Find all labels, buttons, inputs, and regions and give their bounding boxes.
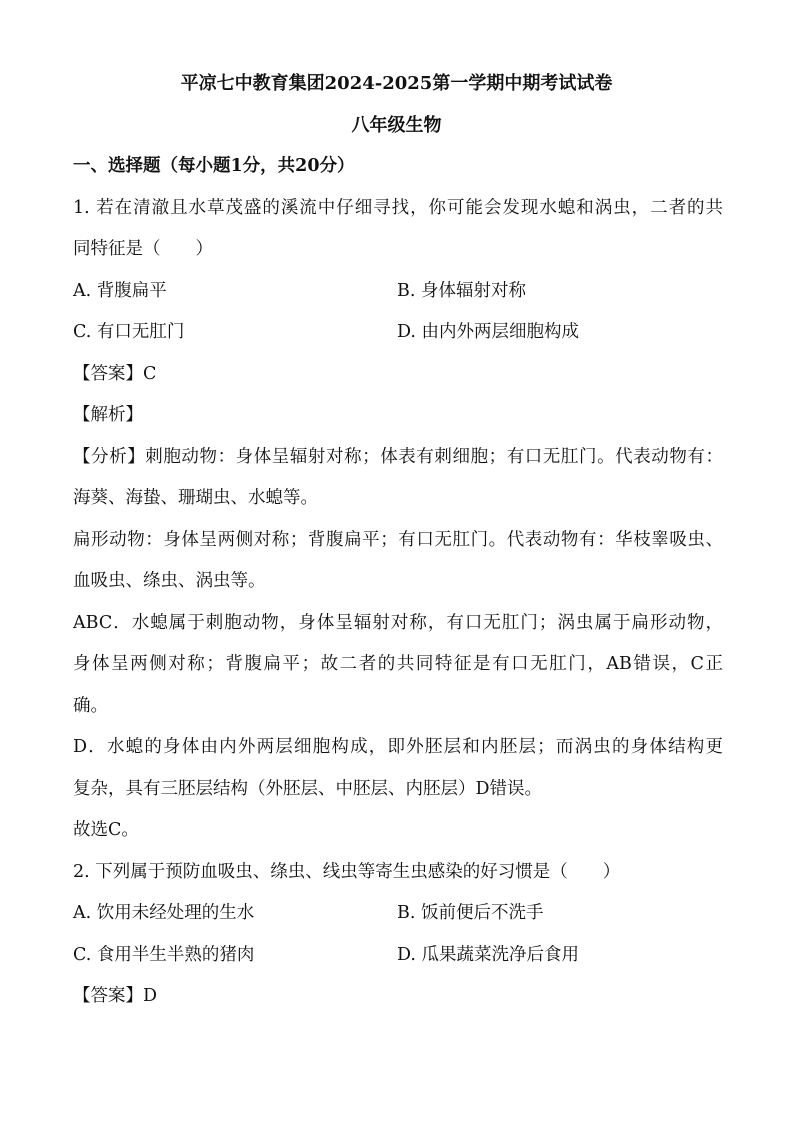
- q1-analysis-line3: 扁形动物：身体呈两侧对称；背腹扁平；有口无肛门。代表动物有：华枝睾吸虫、: [73, 530, 723, 550]
- q1-analysis-line6: 身体呈两侧对称；背腹扁平；故二者的共同特征是有口无肛门，AB错误，C正: [73, 654, 723, 674]
- exam-title: 平凉七中教育集团2024-2025第一学期中期考试试卷: [180, 73, 613, 94]
- answer-value: C: [143, 364, 157, 384]
- answer-label: 【答案】: [73, 364, 143, 384]
- answer-value: D: [143, 986, 158, 1006]
- q1-conclusion: 故选C。: [73, 820, 139, 840]
- q1-analysis-label: 【解析】: [73, 405, 143, 425]
- q1-analysis-line2: 海葵、海蛰、珊瑚虫、水螅等。: [73, 488, 318, 508]
- q1-analysis-line5: ABC．水螅属于刺胞动物，身体呈辐射对称，有口无肛门；涡虫属于扁形动物，: [73, 613, 723, 633]
- q1-analysis-line1: 【分析】刺胞动物：身体呈辐射对称；体表有刺细胞；有口无肛门。代表动物有：: [73, 447, 723, 467]
- q1-option-a: A. 背腹扁平: [73, 281, 167, 301]
- section-heading: 一、选择题（每小题1分，共20分）: [73, 156, 355, 176]
- q2-option-a: A. 饮用未经处理的生水: [73, 903, 255, 923]
- q1-analysis-line8: D．水螅的身体由内外两层细胞构成，即外胚层和内胚层；而涡虫的身体结构更: [73, 737, 723, 757]
- q1-option-c: C. 有口无肛门: [73, 322, 185, 342]
- q2-answer: [73, 984, 723, 1008]
- q1-answer: [73, 362, 723, 386]
- q1-analysis-line7: 确。: [73, 696, 108, 716]
- q1-analysis-line4: 血吸虫、绦虫、涡虫等。: [73, 571, 266, 591]
- answer-label: 【答案】: [73, 986, 143, 1006]
- q1-stem-line1: 1. 若在清澈且水草茂盛的溪流中仔细寻找，你可能会发现水螅和涡虫，二者的共: [73, 198, 723, 218]
- q1-analysis-line9: 复杂，具有三胚层结构（外胚层、中胚层、内胚层）D错误。: [73, 779, 543, 799]
- q1-option-d: D. 由内外两层细胞构成: [397, 322, 580, 342]
- q1-option-b: B. 身体辐射对称: [397, 281, 526, 301]
- q1-stem-line2: 同特征是（ ）: [73, 239, 213, 259]
- exam-subtitle: 八年级生物: [351, 115, 442, 136]
- q2-option-b: B. 饭前便后不洗手: [397, 903, 544, 923]
- q2-option-c: C. 食用半生半熟的猪肉: [73, 945, 255, 965]
- q2-stem-line1: 2. 下列属于预防血吸虫、绦虫、线虫等寄生虫感染的好习惯是（ ）: [73, 862, 621, 882]
- q2-option-d: D. 瓜果蔬菜洗净后食用: [397, 945, 580, 965]
